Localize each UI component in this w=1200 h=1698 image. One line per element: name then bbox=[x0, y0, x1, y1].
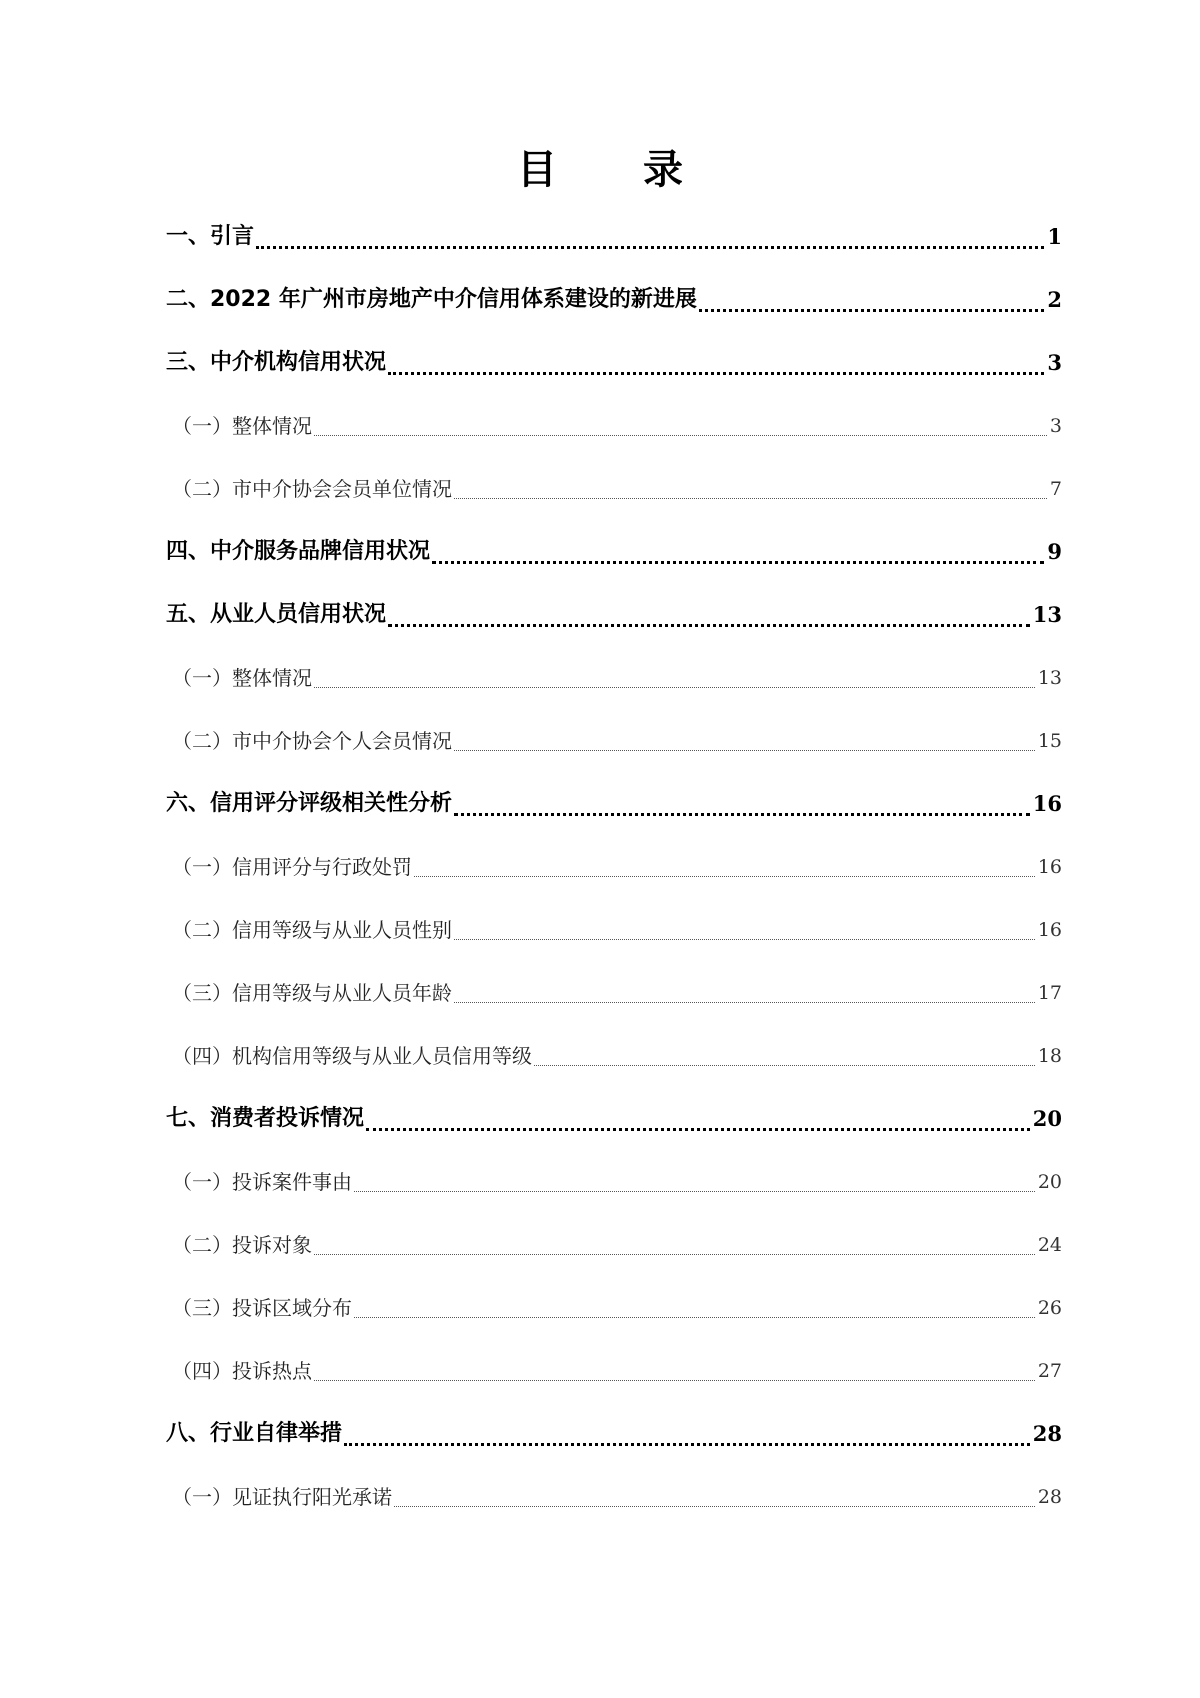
toc-list bbox=[0, 222, 1200, 1545]
toc-subentry-page: 18 bbox=[1037, 1045, 1062, 1067]
toc-subentry-page: 3 bbox=[1049, 415, 1062, 437]
toc-entry-label: 五、从业人员信用状况 bbox=[166, 602, 387, 627]
toc-dot-leader bbox=[354, 1171, 1035, 1192]
toc-entry[interactable] bbox=[166, 222, 1062, 285]
toc-dot-leader bbox=[432, 541, 1044, 564]
toc-subentry-label: （二）投诉对象 bbox=[172, 1233, 312, 1257]
toc-entry-label: 六、信用评分评级相关性分析 bbox=[166, 791, 453, 816]
toc-entry-page: 2 bbox=[1047, 287, 1062, 312]
toc-subentry-page: 16 bbox=[1037, 919, 1062, 941]
toc-entry[interactable] bbox=[166, 789, 1062, 852]
toc-subentry-page: 24 bbox=[1037, 1234, 1062, 1256]
toc-entry-label: 二、2022 年广州市房地产中介信用体系建设的新进展 bbox=[166, 287, 697, 312]
toc-entry[interactable] bbox=[166, 600, 1062, 663]
toc-subentry-label: （二）市中介协会个人会员情况 bbox=[172, 729, 452, 753]
toc-subentry-label: （三）投诉区域分布 bbox=[172, 1296, 352, 1320]
toc-subentry-label: （一）整体情况 bbox=[172, 414, 312, 438]
toc-subentry-label: （一）投诉案件事由 bbox=[172, 1170, 352, 1194]
toc-subentry-page: 13 bbox=[1037, 667, 1062, 689]
toc-subentry-page: 15 bbox=[1037, 730, 1062, 752]
toc-subentry[interactable] bbox=[172, 1230, 1062, 1293]
toc-dot-leader bbox=[699, 289, 1044, 312]
toc-subentry[interactable] bbox=[172, 1167, 1062, 1230]
toc-entry[interactable] bbox=[166, 1419, 1062, 1482]
toc-subentry-label: （三）信用等级与从业人员年龄 bbox=[172, 981, 452, 1005]
toc-subentry[interactable] bbox=[172, 978, 1062, 1041]
toc-dot-leader bbox=[534, 1045, 1035, 1066]
toc-dot-leader bbox=[388, 352, 1044, 375]
toc-dot-leader bbox=[454, 478, 1047, 499]
toc-subentry-label: （一）信用评分与行政处罚 bbox=[172, 855, 412, 879]
toc-entry[interactable] bbox=[166, 285, 1062, 348]
toc-title: 目 录 bbox=[517, 147, 719, 193]
toc-subentry[interactable] bbox=[172, 852, 1062, 915]
toc-dot-leader bbox=[454, 730, 1035, 751]
toc-entry-label: 三、中介机构信用状况 bbox=[166, 350, 387, 375]
toc-entry-label: 八、行业自律举措 bbox=[166, 1421, 343, 1446]
toc-entry[interactable] bbox=[166, 537, 1062, 600]
toc-subentry-page: 16 bbox=[1037, 856, 1062, 878]
toc-subentry-page: 27 bbox=[1037, 1360, 1062, 1382]
toc-subentry-page: 7 bbox=[1049, 478, 1062, 500]
toc-dot-leader bbox=[314, 667, 1035, 688]
toc-subentry[interactable] bbox=[172, 663, 1062, 726]
toc-dot-leader bbox=[394, 1486, 1035, 1507]
toc-entry[interactable] bbox=[166, 1104, 1062, 1167]
toc-subentry-page: 17 bbox=[1037, 982, 1062, 1004]
toc-entry-label: 四、中介服务品牌信用状况 bbox=[166, 539, 431, 564]
toc-dot-leader bbox=[454, 919, 1035, 940]
toc-dot-leader bbox=[344, 1423, 1030, 1446]
toc-subentry[interactable] bbox=[172, 1293, 1062, 1356]
toc-dot-leader bbox=[314, 1234, 1035, 1255]
toc-subentry[interactable] bbox=[172, 474, 1062, 537]
toc-entry-page: 1 bbox=[1047, 224, 1062, 249]
toc-dot-leader bbox=[454, 982, 1035, 1003]
toc-subentry[interactable] bbox=[172, 915, 1062, 978]
toc-entry-page: 3 bbox=[1047, 350, 1062, 375]
toc-dot-leader bbox=[454, 793, 1030, 816]
toc-subentry-page: 26 bbox=[1037, 1297, 1062, 1319]
toc-dot-leader bbox=[256, 226, 1044, 249]
toc-subentry[interactable] bbox=[172, 1041, 1062, 1104]
toc-dot-leader bbox=[414, 856, 1035, 877]
toc-subentry-page: 20 bbox=[1037, 1171, 1062, 1193]
toc-dot-leader bbox=[354, 1297, 1035, 1318]
toc-entry-page: 9 bbox=[1047, 539, 1062, 564]
toc-entry-page: 13 bbox=[1032, 602, 1062, 627]
toc-entry[interactable] bbox=[166, 348, 1062, 411]
toc-entry-page: 20 bbox=[1032, 1106, 1062, 1131]
toc-subentry-label: （四）投诉热点 bbox=[172, 1359, 312, 1383]
toc-entry-page: 28 bbox=[1032, 1421, 1062, 1446]
toc-subentry-label: （二）信用等级与从业人员性别 bbox=[172, 918, 452, 942]
toc-dot-leader bbox=[314, 1360, 1035, 1381]
toc-subentry[interactable] bbox=[172, 411, 1062, 474]
toc-subentry-label: （一）见证执行阳光承诺 bbox=[172, 1485, 392, 1509]
toc-subentry-label: （二）市中介协会会员单位情况 bbox=[172, 477, 452, 501]
toc-subentry-page: 28 bbox=[1037, 1486, 1062, 1508]
toc-dot-leader bbox=[388, 604, 1030, 627]
toc-entry-label: 七、消费者投诉情况 bbox=[166, 1106, 365, 1131]
toc-dot-leader bbox=[314, 415, 1047, 436]
toc-subentry-label: （一）整体情况 bbox=[172, 666, 312, 690]
toc-entry-label: 一、引言 bbox=[166, 224, 255, 249]
toc-subentry-label: （四）机构信用等级与从业人员信用等级 bbox=[172, 1044, 532, 1068]
toc-entry-page: 16 bbox=[1032, 791, 1062, 816]
toc-subentry[interactable] bbox=[172, 1482, 1062, 1545]
toc-subentry[interactable] bbox=[172, 726, 1062, 789]
toc-dot-leader bbox=[366, 1108, 1030, 1131]
toc-subentry[interactable] bbox=[172, 1356, 1062, 1419]
